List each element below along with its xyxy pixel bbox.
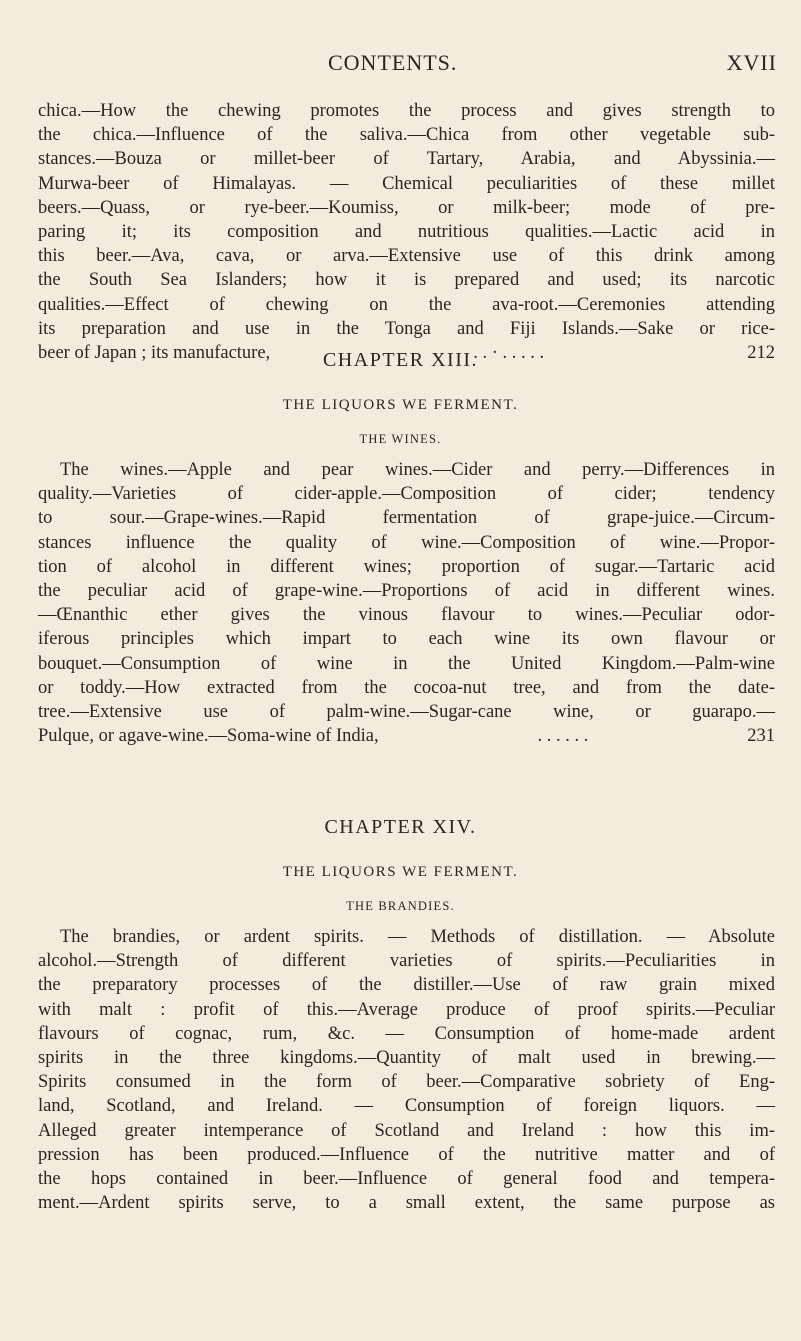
text-line: the preparatory processes of the distiller.—Use of raw grain mixed [38,975,775,996]
text-line: the hops contained in beer.—Influence of general food and tempera- [38,1169,775,1190]
text-line: paring it; its composition and nutritious qualities.—Lactic acid in [38,222,775,243]
text-line: tion of alcohol in different wines; proportion of sugar.—Tartaric acid [38,556,775,577]
text-line: the peculiar acid of grape-wine.—Proportions of acid in different wines. [38,581,775,602]
text-line: stances.—Bouza or millet-beer of Tartary, Arabia, and Abyssinia.— [38,149,775,170]
running-head [0,50,801,80]
text-line: bouquet.—Consumption of wine in the United Kingdom.—Palm-wine [38,653,775,674]
text-line: the chica.—Influence of the saliva.—Chica from other vegetable sub- [38,125,775,146]
text-line: to sour.—Grape-wines.—Rapid fermentation of grape-juice.—Circum- [38,508,775,529]
text-line: alcohol.—Strength of different varieties of spirits.—Peculiarities in [38,951,775,972]
subsection-heading: THE WINES. [359,432,442,446]
text-line: pression has been produced.—Influence of the nutritive matter and of [38,1144,775,1165]
text-line: iferous principles which impart to each wine its own flavour or [38,629,775,650]
text-line: qualities.—Effect of chewing on the ava-root.—Ceremonies attending [38,294,775,315]
text-line: Alleged greater intemperance of Scotland and Ireland : how this im- [38,1120,775,1141]
text-line: stances influence the quality of wine.—Composition of wine.—Propor- [38,532,775,553]
chapter13-summary [38,458,775,748]
chapter12-continuation [38,99,775,365]
text-line: the South Sea Islanders; how it is prepared and used; its narcotic [38,270,775,291]
text-line: —Œnanthic ether gives the vinous flavour to wines.—Peculiar odor- [38,605,775,626]
section-heading: THE LIQUORS WE FERMENT. [282,397,519,413]
dot-leader: . . . . . . [537,726,589,747]
text-line: chica.—How the chewing promotes the process and gives strength to [38,101,775,121]
text-line: flavours of cognac, rum, &c. — Consumption of home-made ardent [38,1023,775,1044]
text-line: beers.—Quass, or rye-beer.—Koumiss, or milk-beer; mode of pre- [38,197,775,218]
entry-page-number: 212 [747,343,775,364]
running-title: CONTENTS. [328,50,458,75]
page-number: XVII [726,50,777,75]
text-line: its preparation and use in the Tonga and Fiji Islands.—Sake or rice- [38,318,775,339]
subsection-heading: THE BRANDIES. [346,899,455,913]
text-line: beer of Japan ; its manufacture, [38,343,271,364]
text-line: with malt : profit of this.—Average produce of proof spirits.—Peculiar [38,999,775,1020]
section-heading: THE LIQUORS WE FERMENT. [282,864,519,880]
text-line: or toddy.—How extracted from the cocoa-nut tree, and from the date- [38,677,775,698]
text-line: The brandies, or ardent spirits. — Methods of distillation. — Absolute [60,927,775,947]
text-line: Pulque, or agave-wine.—Soma-wine of India, [38,726,379,747]
dot-leader: . . · . . . . . [473,343,545,364]
text-line: land, Scotland, and Ireland. — Consumption of foreign liquors. — [38,1096,775,1117]
text-line: ment.—Ardent spirits serve, to a small extent, the same purpose as [38,1193,775,1214]
text-line: The wines.—Apple and pear wines.—Cider and perry.—Differences in [60,460,775,480]
text-line: tree.—Extensive use of palm-wine.—Sugar-cane wine, or guarapo.— [38,702,775,723]
chapter14-summary [38,925,775,1215]
entry-page-number: 231 [747,726,775,747]
chapter-heading: CHAPTER XIII. [322,349,479,371]
text-line: Murwa-beer of Himalayas. — Chemical peculiarities of these millet [38,173,775,194]
text-line: spirits in the three kingdoms.—Quantity of malt used in brewing.— [38,1048,775,1069]
text-line: this beer.—Ava, cava, or arva.—Extensive use of this drink among [38,246,775,267]
text-line: quality.—Varieties of cider-apple.—Composition of cider; tendency [38,484,775,505]
text-line: Spirits consumed in the form of beer.—Comparative sobriety of Eng- [38,1072,775,1093]
chapter-heading: CHAPTER XIV. [324,816,477,838]
entry-last-line [38,724,775,748]
